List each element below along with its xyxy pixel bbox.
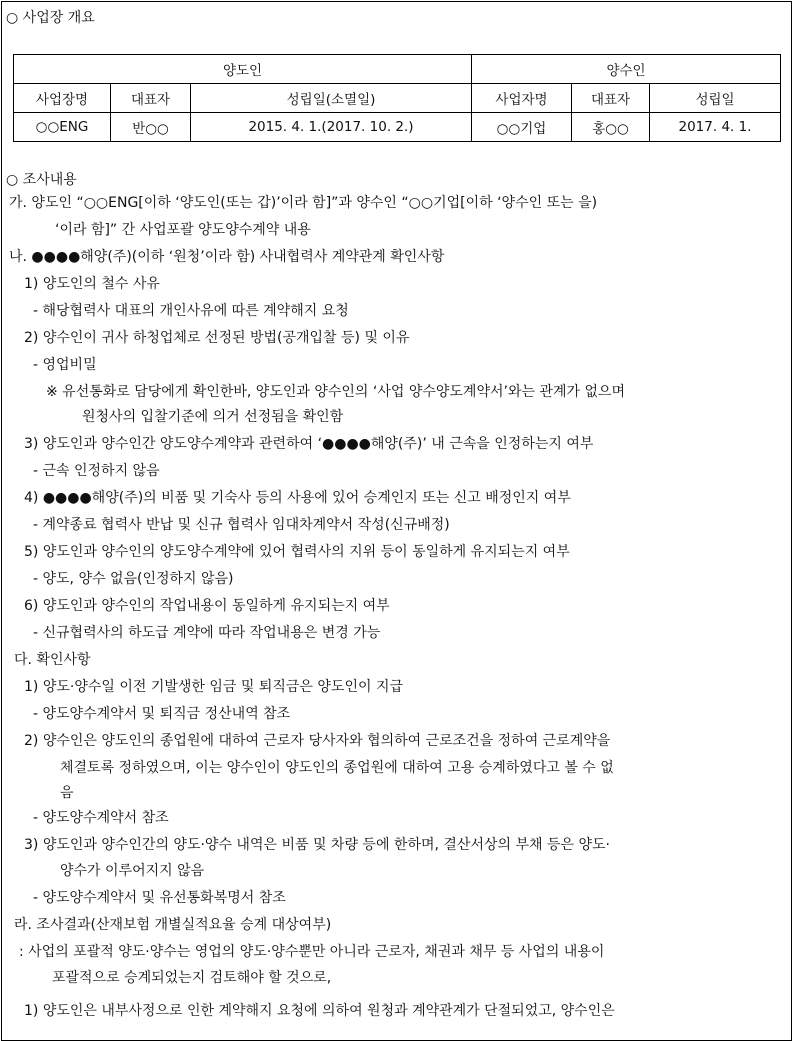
item-line: 2) 양수인은 양도인의 종업원에 대하여 근로자 당사자와 협의하여 근로조건을 정하여 근로계약을 [24, 733, 611, 749]
result-line: 포괄적으로 승계되었는지 검토해야 할 것으로, [52, 970, 332, 986]
section-line: 나. ●●●●해양(주)(이하 ‘원청’이라 함) 사내협력사 계약관계 확인사항 [9, 249, 445, 265]
detail-line: - 근속 인정하지 않음 [33, 463, 160, 479]
item-line: 양수가 이루어지지 않음 [60, 863, 205, 879]
item-line: 3) 양도인과 양수인간 양도양수계약과 관련하여 ‘●●●●해양(주)’ 내 근속을 인정하는지 여부 [24, 436, 594, 452]
section-line: 가. 양도인 “○○ENG[이하 ‘양도인(또는 갑)’이라 함]”과 양수인 “○○기업[이하 ‘양수인 또는 을) [9, 195, 598, 211]
table-cell: 반○○ [111, 113, 191, 142]
overview-heading: ○ 사업장 개요 [6, 10, 95, 26]
table-cell: 2017. 4. 1. [650, 113, 781, 142]
table-cell: 홍○○ [572, 113, 650, 142]
table-row [14, 113, 781, 142]
detail-line: - 영업비밀 [33, 357, 97, 373]
item-line: 체결토록 정하였으며, 이는 양수인이 양도인의 종업원에 대하여 고용 승계하였다고 볼 수 없 [60, 760, 614, 776]
detail-line: - 양도, 양수 없음(인정하지 않음) [33, 571, 234, 587]
note-line: 원청사의 입찰기준에 의거 선정됨을 확인함 [82, 409, 344, 425]
result-line: : 사업의 포괄적 양도·양수는 영업의 양도·양수뿐만 아니라 근로자, 채권과 채무 등 사업의 내용이 [19, 944, 605, 960]
header-business-operator: 사업자명 [472, 84, 572, 113]
detail-line: - 해당협력사 대표의 개인사유에 따른 계약해지 요청 [33, 303, 349, 319]
header-representative: 대표자 [572, 84, 650, 113]
item-line: 3) 양도인과 양수인간의 양도·양수 내역은 비품 및 차량 등에 한하며, 결산서상의 부채 등은 양도· [24, 837, 610, 853]
header-establish-date: 성립일 [650, 84, 781, 113]
table-cell: ○○ENG [14, 113, 111, 142]
section-line: 라. 조사결과(산재보험 개별실적요율 승계 대상여부) [14, 917, 332, 933]
section-line: 다. 확인사항 [14, 652, 91, 668]
investigation-heading: ○ 조사내용 [6, 172, 77, 188]
transferee-group-header: 양수인 [472, 55, 781, 84]
item-line: 5) 양도인과 양수인의 양도양수계약에 있어 협력사의 지위 등이 동일하게 유지되는지 여부 [24, 544, 570, 560]
detail-line: - 신규협력사의 하도급 계약에 따라 작업내용은 변경 가능 [33, 625, 381, 641]
item-line: 1) 양도인은 내부사정으로 인한 계약해지 요청에 의하여 원청과 계약관계가 단절되었고, 양수인은 [24, 1003, 615, 1019]
detail-line: - 양도양수계약서 참조 [33, 810, 169, 826]
item-line: 6) 양도인과 양수인의 작업내용이 동일하게 유지되는지 여부 [24, 598, 390, 614]
header-establish-date: 성립일(소멸일) [191, 84, 472, 113]
detail-line: - 양도양수계약서 및 유선통화복명서 참조 [33, 890, 286, 906]
header-representative: 대표자 [111, 84, 191, 113]
table-group-row [14, 55, 781, 84]
table-header-row [14, 84, 781, 113]
transferor-group-header: 양도인 [14, 55, 472, 84]
item-line: 4) ●●●●해양(주)의 비품 및 기숙사 등의 사용에 있어 승계인지 또는 신고 배정인지 여부 [24, 490, 571, 506]
note-line: ※ 유선통화로 담당에게 확인한바, 양도인과 양수인의 ‘사업 양수양도계약서’와는 관계가 없으며 [46, 384, 626, 400]
section-line: ‘이라 함]” 간 사업포괄 양도양수계약 내용 [55, 222, 311, 238]
table-cell: ○○기업 [472, 113, 572, 142]
table-cell: 2015. 4. 1.(2017. 10. 2.) [191, 113, 472, 142]
header-business-name: 사업장명 [14, 84, 111, 113]
item-line: 2) 양수인이 귀사 하청업체로 선정된 방법(공개입찰 등) 및 이유 [24, 330, 410, 346]
item-line: 음 [60, 785, 74, 801]
detail-line: - 양도양수계약서 및 퇴직금 정산내역 참조 [33, 706, 291, 722]
detail-line: - 계약종료 협력사 반납 및 신규 협력사 임대차계약서 작성(신규배정) [33, 517, 450, 533]
item-line: 1) 양도·양수일 이전 기발생한 임금 및 퇴직금은 양도인이 지급 [24, 679, 403, 695]
business-overview-table [13, 54, 781, 142]
item-line: 1) 양도인의 철수 사유 [24, 276, 160, 292]
